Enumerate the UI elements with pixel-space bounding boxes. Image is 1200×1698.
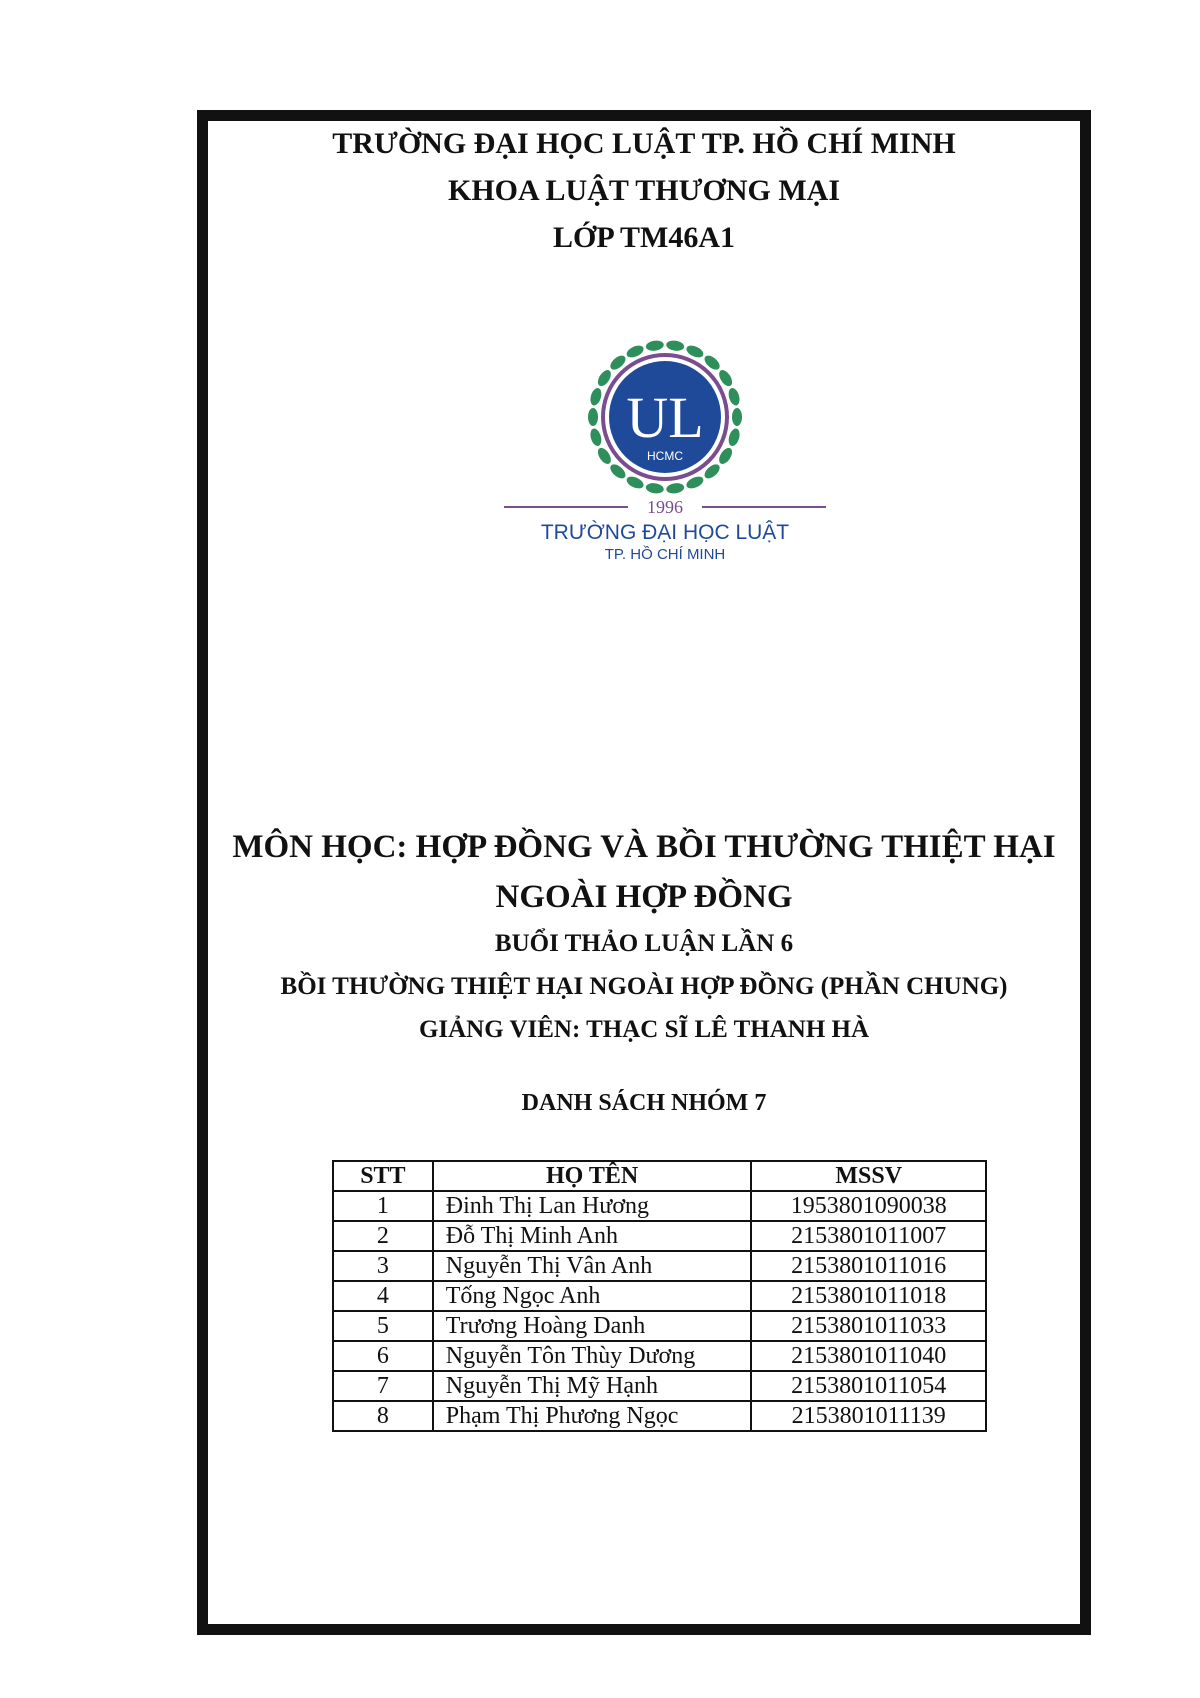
class-name: LỚP TM46A1 [553,221,735,254]
table-row [333,1251,986,1281]
session-label: BUỔI THẢO LUẬN LẦN 6 [494,930,794,957]
lecturer-label: GIẢNG VIÊN: THẠC SĨ LÊ THANH HÀ [418,1016,870,1043]
leaf-icon [645,339,664,351]
leaf-icon [727,387,742,407]
row-mssv: 2153801011018 [751,1281,986,1311]
row-name: Trương Hoàng Danh [433,1311,752,1341]
row-name: Nguyễn Thị Mỹ Hạnh [433,1371,752,1401]
row-mssv: 2153801011007 [751,1221,986,1251]
row-stt: 2 [333,1221,433,1251]
logo-name-line1: TRƯỜNG ĐẠI HỌC LUẬT [540,521,790,544]
table-row [333,1281,986,1311]
row-name: Đỗ Thị Minh Anh [433,1221,752,1251]
column-header-mssv: MSSV [751,1161,986,1191]
group-heading: DANH SÁCH NHÓM 7 [521,1090,767,1116]
university-logo [490,325,840,570]
table-row [333,1371,986,1401]
table-row [333,1311,986,1341]
row-stt: 7 [333,1371,433,1401]
row-stt: 5 [333,1311,433,1341]
logo-name-line2: TP. HỒ CHÍ MINH [604,546,726,563]
topic-label: BỒI THƯỜNG THIỆT HẠI NGOÀI HỢP ĐỒNG (PHẦN CHUNG) [280,973,1008,1000]
table-row [333,1401,986,1431]
row-stt: 4 [333,1281,433,1311]
leaf-icon [645,482,664,494]
table-header-row [333,1161,986,1191]
logo-year: 1996 [647,497,683,517]
logo-monogram: UL [626,385,704,450]
university-name: TRƯỜNG ĐẠI HỌC LUẬT TP. HỒ CHÍ MINH [332,127,956,160]
row-stt: 8 [333,1401,433,1431]
leaf-icon [732,408,742,426]
row-stt: 6 [333,1341,433,1371]
column-header-name: HỌ TÊN [433,1161,752,1191]
row-mssv: 2153801011139 [751,1401,986,1431]
column-header-stt: STT [333,1161,433,1191]
row-name: Tống Ngọc Anh [433,1281,752,1311]
table-row [333,1341,986,1371]
course-title [197,822,1091,922]
row-mssv: 2153801011054 [751,1371,986,1401]
table-row [333,1191,986,1221]
header [197,120,1091,261]
member-table [332,1160,987,1432]
row-name: Nguyễn Thị Vân Anh [433,1251,752,1281]
leaf-icon [589,387,604,407]
course-details [197,922,1091,1051]
row-mssv: 1953801090038 [751,1191,986,1221]
row-name: Nguyễn Tôn Thùy Dương [433,1341,752,1371]
leaf-icon [666,339,685,351]
row-name: Đinh Thị Lan Hương [433,1191,752,1221]
row-mssv: 2153801011040 [751,1341,986,1371]
row-stt: 1 [333,1191,433,1221]
course-title-line1: MÔN HỌC: HỢP ĐỒNG VÀ BỒI THƯỜNG THIỆT HẠI [232,829,1056,865]
row-mssv: 2153801011016 [751,1251,986,1281]
row-name: Phạm Thị Phương Ngọc [433,1401,752,1431]
leaf-icon [727,427,742,447]
faculty-name: KHOA LUẬT THƯƠNG MẠI [448,174,840,207]
leaf-icon [666,482,685,494]
row-mssv: 2153801011033 [751,1311,986,1341]
row-stt: 3 [333,1251,433,1281]
table-row [333,1221,986,1251]
leaf-icon [588,408,598,426]
leaf-icon [589,427,604,447]
logo-city: HCMC [647,449,683,463]
course-title-line2: NGOÀI HỢP ĐỒNG [495,879,793,915]
